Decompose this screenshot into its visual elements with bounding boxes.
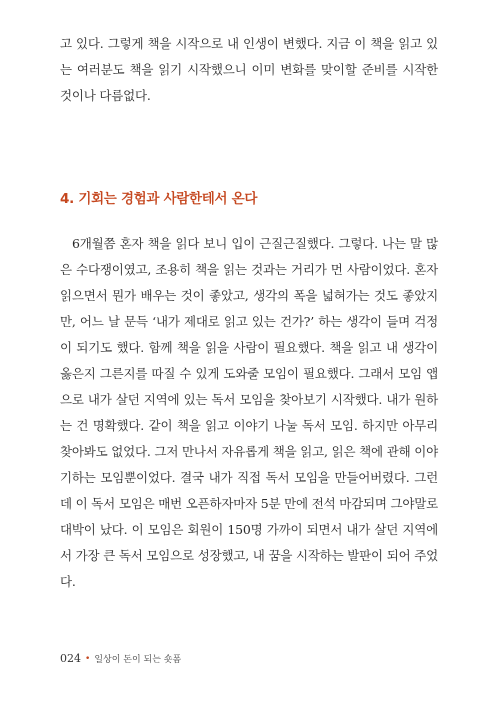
page-number: 024 <box>60 652 81 665</box>
paragraph-body: 6개월쯤 혼자 책을 읽다 보니 입이 근질근질했다. 그렇다. 나는 말 많은 수다쟁이였고, 조용히 책을 읽는 것과는 거리가 먼 사람이었다. 혼자 읽으면서 뭔가 배우는 것이 좋았고, 생각의 폭을 넓혀가는 것도 좋았지만, 어느 날 문득 ‘내가 제대로 읽고 있는 건가?’ 하는 생각이 들며 걱정이 되기도 했다. 함께 책을 읽을 사람이 필요했다. 책을 읽고 내 생각이 옳은지 그른지를 따질 수 있게 도와줄 모임이 필요했다. 그래서 모임 앱으로 내가 살던 지역에 있는 독서 모임을 찾아보기 시작했다. 내가 원하는 건 명확했다. 같이 책을 읽고 이야기 나눌 독서 모임. 하지만 아무리 찾아봐도 없었다. 그저 만나서 자유롭게 책을 읽고, 읽은 책에 관해 이야기하는 모임뿐이었다. 결국 내가 직접 독서 모임을 만들어버렸다. 그런데 이 독서 모임은 매번 오픈하자마자 5분 만에 전석 마감되며 그야말로 대박이 났다. 이 모임은 회원이 150명 가까이 되면서 내가 살던 지역에서 가장 큰 독서 모임으로 성장했고, 내 꿈을 시작하는 발판이 되어 주었다. <box>60 236 438 589</box>
separator-dot: • <box>85 653 91 664</box>
book-title: 일상이 돈이 되는 숏폼 <box>94 655 182 665</box>
section-heading: 4. 기회는 경험과 사람한테서 온다 <box>60 191 258 207</box>
paragraph-continued: 고 있다. 그렇게 책을 시작으로 내 인생이 변했다. 지금 이 책을 읽고 있는 여러분도 책을 읽기 시작했으니 이미 변화를 맞이할 준비를 시작한 것이나 다름없다. <box>60 36 438 103</box>
page-footer <box>60 652 181 665</box>
